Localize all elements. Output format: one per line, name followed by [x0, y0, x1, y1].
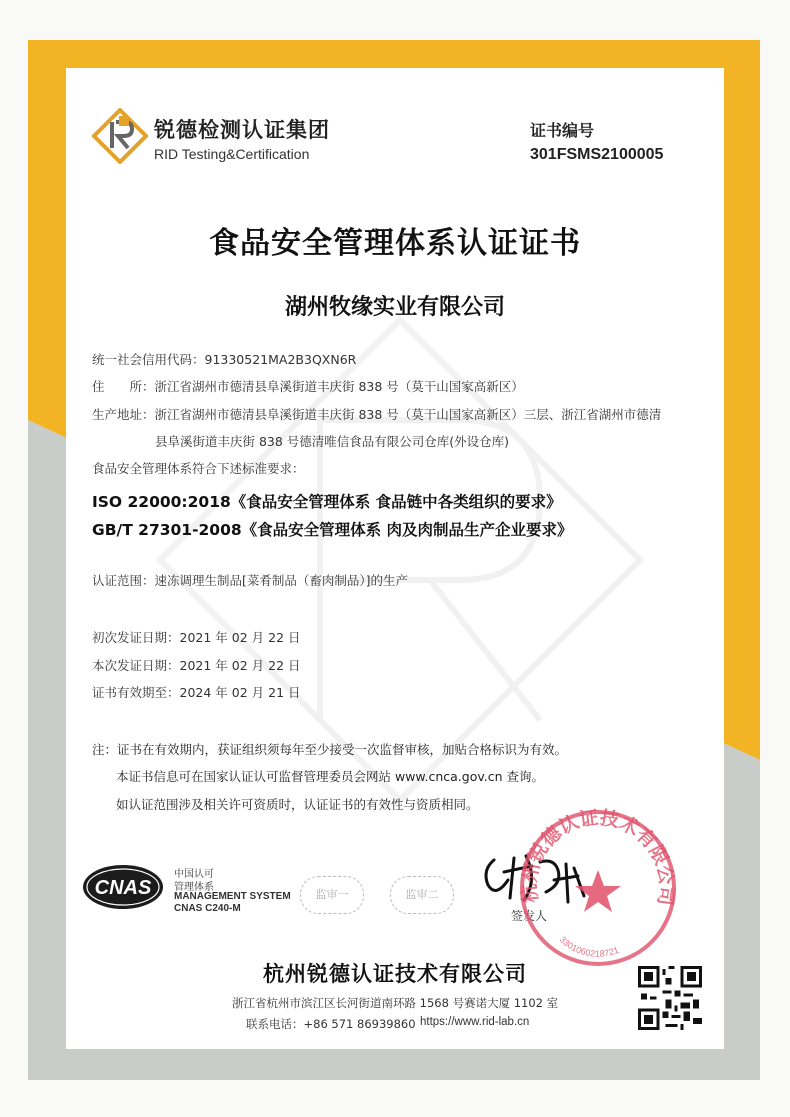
- production-address-line1: 生产地址：浙江省湖州市德清县阜溪街道丰庆街 838 号（莫干山国家高新区）三层、浙江省湖州市德清: [92, 407, 662, 422]
- note-line1: 注：证书在有效期内，获证组织须每年至少接受一次监督审核，加贴合格标识为有效。: [92, 742, 568, 757]
- logo-text-en: RID Testing&Certification: [154, 146, 310, 162]
- svg-text:杭州锐德认证技术有限公司: 杭州锐德认证技术有限公司: [518, 806, 678, 907]
- cnas-en-line1: MANAGEMENT SYSTEM: [174, 891, 291, 902]
- cnas-logo-icon: [80, 862, 166, 912]
- conformance-statement: 食品安全管理体系符合下述标准要求：: [92, 461, 305, 476]
- standard-iso22000: ISO 22000:2018《食品安全管理体系 食品链中各类组织的要求》: [92, 493, 562, 511]
- standard-gbt27301: GB/T 27301-2008《食品安全管理体系 肉及肉制品生产企业要求》: [92, 521, 573, 539]
- cert-number: 301FSMS2100005: [530, 146, 664, 163]
- cert-number-label: 证书编号: [530, 121, 595, 140]
- address: 住 所：浙江省湖州市德清县阜溪街道丰庆街 838 号（莫干山国家高新区）: [92, 379, 524, 394]
- audit-box-1: 监审一: [300, 876, 364, 914]
- issuer-address: 浙江省杭州市滨江区长河街道南环路 1568 号赛诺大厦 1102 室: [232, 996, 559, 1010]
- cnas-cn-line1: 中国认可: [174, 869, 214, 880]
- qr-code-icon: [638, 966, 702, 1030]
- valid-until-date: 证书有效期至：2024 年 02 月 21 日: [92, 685, 301, 700]
- issuer-name: 杭州锐德认证技术有限公司: [263, 962, 527, 986]
- cnas-cn-line2: 管理体系: [174, 882, 214, 893]
- signature-label: 签发人: [511, 909, 548, 923]
- company-name: 湖州牧缘实业有限公司: [284, 295, 505, 320]
- production-address-line2: 县阜溪街道丰庆街 838 号德清唯信食品有限公司仓库(外设仓库): [155, 434, 510, 449]
- this-issue-date: 本次发证日期：2021 年 02 月 22 日: [92, 658, 301, 673]
- svg-text:CNAS: CNAS: [94, 877, 152, 899]
- credit-code: 统一社会信用代码：91330521MA2B3QXN6R: [92, 352, 357, 367]
- note-line2: 本证书信息可在国家认证认可监督管理委员会网站 www.cnca.gov.cn 查询。: [116, 769, 545, 784]
- issuer-website: https://www.rid-lab.cn: [420, 1016, 530, 1028]
- company-seal-stamp: [516, 806, 680, 970]
- certification-scope: 认证范围：速冻调理生制品[菜肴制品（畜肉制品）]的生产: [92, 573, 409, 588]
- svg-text:3301060218721: 3301060218721: [557, 934, 621, 959]
- first-issue-date: 初次发证日期：2021 年 02 月 22 日: [92, 630, 301, 645]
- audit-box-2: 监审二: [390, 876, 454, 914]
- certificate-title: 食品安全管理体系认证证书: [209, 226, 581, 261]
- rid-logo-icon: [92, 108, 148, 164]
- issuer-phone: 联系电话：+86 571 86939860: [246, 1017, 416, 1031]
- note-line3: 如认证范围涉及相关许可资质时，认证证书的有效性与资质相同。: [116, 797, 479, 812]
- logo-text-cn: 锐德检测认证集团: [154, 118, 330, 142]
- cnas-en-line2: CNAS C240-M: [174, 903, 241, 914]
